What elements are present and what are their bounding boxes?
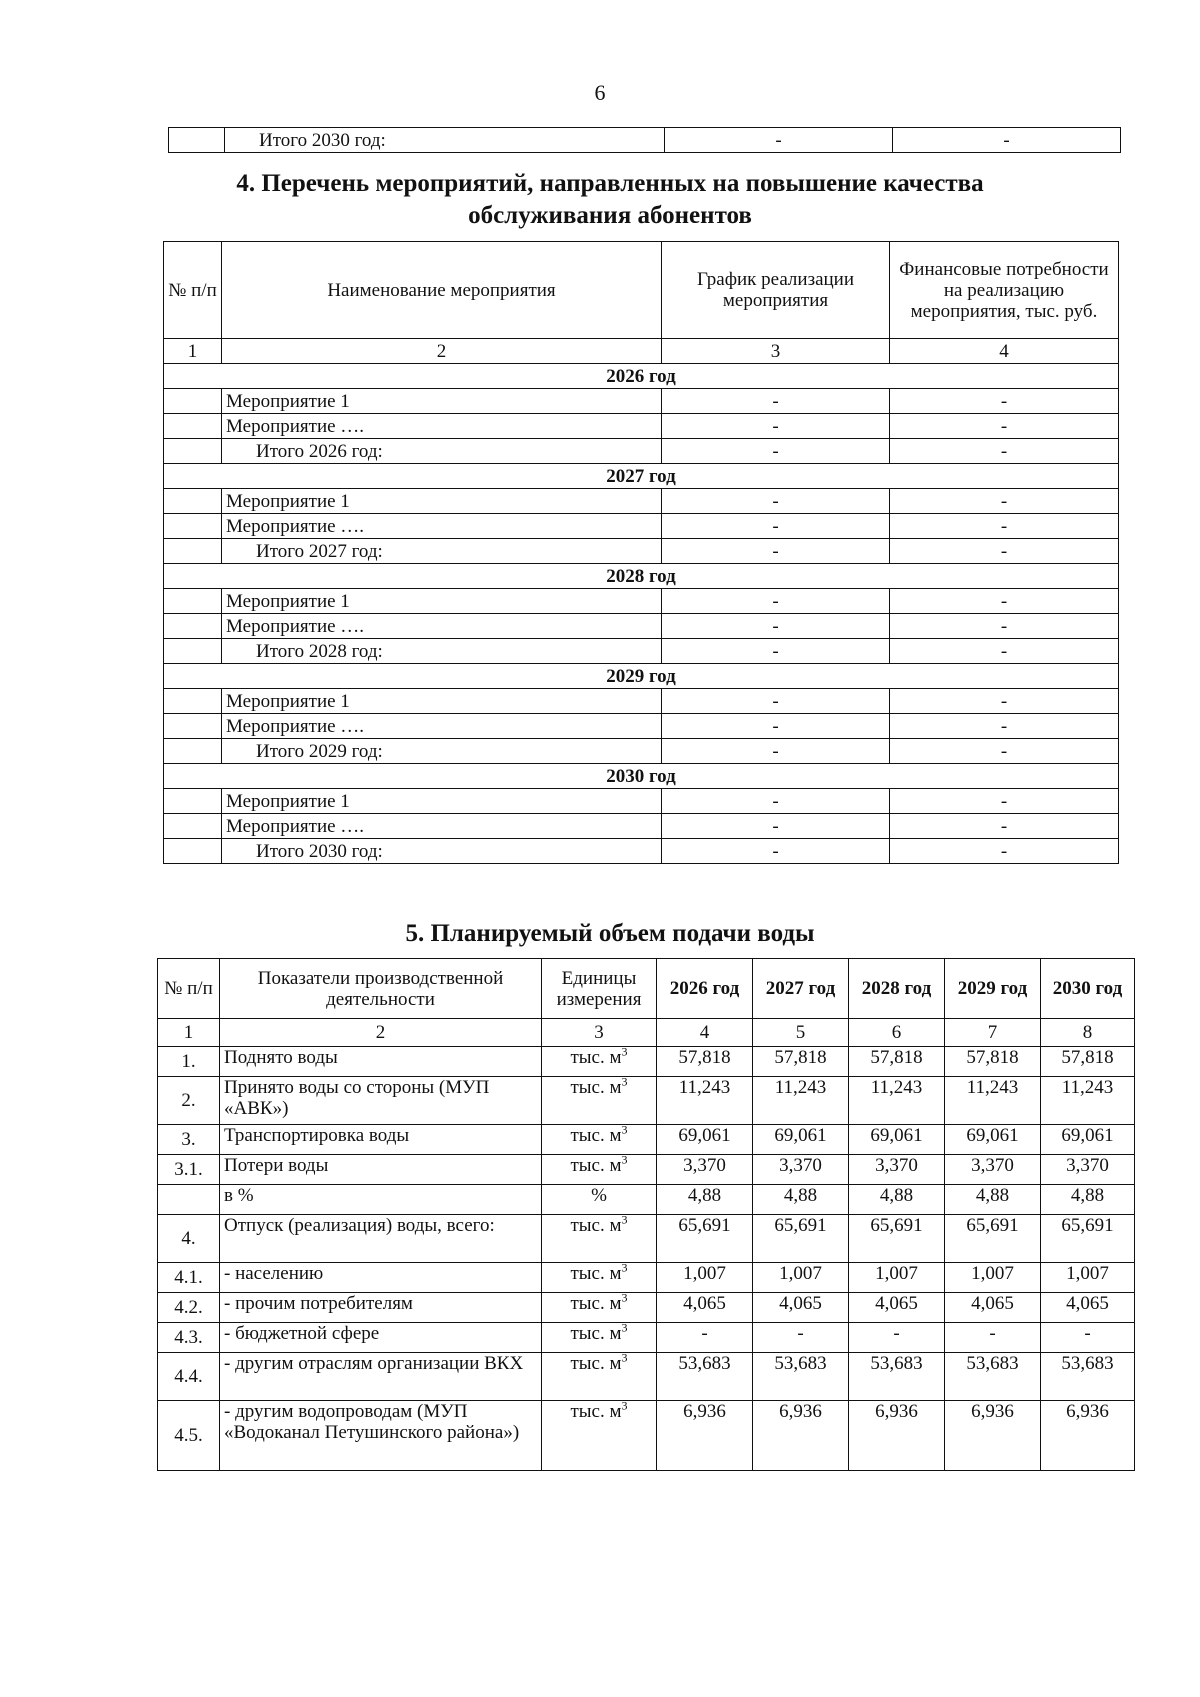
value-cell: 53,683	[753, 1353, 849, 1401]
value-cell: 3,370	[1041, 1155, 1135, 1185]
total-label: Итого 2030 год:	[225, 128, 665, 153]
unit-text: тыс. м	[570, 1125, 622, 1146]
col-number: 2	[222, 339, 662, 364]
year-label: 2027 год	[164, 464, 1119, 489]
value-cell: 6,936	[753, 1401, 849, 1471]
value-cell: 6,936	[1041, 1401, 1135, 1471]
unit-exponent: 3	[621, 1074, 628, 1089]
table-row	[158, 1185, 1135, 1215]
value-cell: 65,691	[1041, 1215, 1135, 1263]
finance-cell: -	[890, 389, 1119, 414]
table-row	[164, 489, 1119, 514]
schedule-cell: -	[662, 614, 890, 639]
total-label: Итого 2027 год:	[222, 539, 662, 564]
value-cell: 4,88	[1041, 1185, 1135, 1215]
schedule-cell: -	[662, 514, 890, 539]
table-row	[164, 689, 1119, 714]
table-row	[164, 839, 1119, 864]
header-year-2028: 2028 год	[849, 959, 945, 1019]
event-name: Мероприятие 1	[222, 489, 662, 514]
schedule-cell: -	[662, 689, 890, 714]
unit-text: тыс. м	[570, 1353, 622, 1374]
header-name: Наименование мероприятия	[222, 242, 662, 339]
value-cell: 1,007	[945, 1263, 1041, 1293]
row-number: 2.	[158, 1077, 220, 1125]
row-number: 4.1.	[158, 1263, 220, 1293]
table-row	[158, 1323, 1135, 1353]
indicator-name: Поднято воды	[220, 1047, 542, 1077]
year-group-row	[164, 764, 1119, 789]
unit-exponent: 3	[621, 1044, 628, 1059]
schedule-cell: -	[662, 489, 890, 514]
schedule-cell: -	[662, 839, 890, 864]
finance-cell: -	[890, 739, 1119, 764]
value-cell: 53,683	[945, 1353, 1041, 1401]
finance-cell: -	[893, 128, 1121, 153]
total-label: Итого 2029 год:	[222, 739, 662, 764]
unit-text: тыс. м	[570, 1263, 622, 1284]
num-cell	[164, 614, 222, 639]
unit-cell	[542, 1260, 657, 1293]
column-numbers-row	[164, 339, 1119, 364]
value-cell: 69,061	[945, 1125, 1041, 1155]
col-number: 1	[164, 339, 222, 364]
value-cell: 11,243	[945, 1077, 1041, 1125]
event-name: Мероприятие 1	[222, 789, 662, 814]
unit-cell	[542, 1074, 657, 1125]
table-row	[164, 639, 1119, 664]
value-cell: -	[753, 1323, 849, 1353]
section4-title-line2: обслуживания абонентов	[468, 202, 752, 229]
col-number: 3	[662, 339, 890, 364]
row-number: 4.3.	[158, 1323, 220, 1353]
col-number: 6	[849, 1019, 945, 1047]
year-group-row	[164, 664, 1119, 689]
value-cell: 1,007	[657, 1263, 753, 1293]
row-number: 4.5.	[158, 1401, 220, 1471]
num-cell	[164, 789, 222, 814]
num-cell	[164, 489, 222, 514]
value-cell: 69,061	[1041, 1125, 1135, 1155]
indicator-name: - другим отраслям организации ВКХ	[220, 1353, 542, 1401]
indicator-name: Отпуск (реализация) воды, всего:	[220, 1215, 542, 1263]
value-cell: 11,243	[849, 1077, 945, 1125]
finance-cell: -	[890, 689, 1119, 714]
table-row	[169, 128, 1121, 153]
table-row	[158, 1125, 1135, 1155]
unit-text: тыс. м	[570, 1077, 622, 1098]
unit-cell	[542, 1122, 657, 1155]
unit-exponent: 3	[621, 1122, 628, 1137]
finance-cell: -	[890, 589, 1119, 614]
header-num: № п/п	[164, 242, 222, 339]
year-label: 2028 год	[164, 564, 1119, 589]
num-cell	[164, 514, 222, 539]
num-cell	[164, 414, 222, 439]
indicator-name: - другим водопроводам (МУП «Водоканал Петушинского района»)	[220, 1401, 542, 1471]
unit-cell	[542, 1398, 657, 1471]
col-number: 4	[890, 339, 1119, 364]
value-cell: 53,683	[849, 1353, 945, 1401]
event-name: Мероприятие ….	[222, 414, 662, 439]
num-cell	[164, 539, 222, 564]
num-cell	[164, 689, 222, 714]
table-row	[164, 589, 1119, 614]
value-cell: 11,243	[753, 1077, 849, 1125]
schedule-cell: -	[662, 414, 890, 439]
table-row	[164, 514, 1119, 539]
value-cell: -	[849, 1323, 945, 1353]
schedule-cell: -	[662, 739, 890, 764]
value-cell: 4,88	[945, 1185, 1041, 1215]
value-cell: -	[657, 1323, 753, 1353]
unit-cell	[542, 1185, 657, 1215]
value-cell: 1,007	[753, 1263, 849, 1293]
total-label: Итого 2030 год:	[222, 839, 662, 864]
event-name: Мероприятие 1	[222, 589, 662, 614]
value-cell: 11,243	[657, 1077, 753, 1125]
unit-exponent: 3	[621, 1212, 628, 1227]
header-year-2027: 2027 год	[753, 959, 849, 1019]
header-unit: Единицы измерения	[542, 959, 657, 1019]
num-cell	[164, 814, 222, 839]
value-cell: 4,88	[753, 1185, 849, 1215]
table-row	[164, 814, 1119, 839]
header-indicator: Показатели производственной деятельности	[220, 959, 542, 1019]
total-label: Итого 2028 год:	[222, 639, 662, 664]
unit-exponent: 3	[621, 1260, 628, 1275]
col-number: 2	[220, 1019, 542, 1047]
schedule-cell: -	[662, 539, 890, 564]
num-cell	[164, 739, 222, 764]
row-number: 3.	[158, 1125, 220, 1155]
schedule-cell: -	[662, 439, 890, 464]
page-number: 6	[594, 80, 606, 105]
unit-cell	[542, 1212, 657, 1263]
value-cell: 3,370	[849, 1155, 945, 1185]
indicator-name: Потери воды	[220, 1155, 542, 1185]
table-row	[164, 439, 1119, 464]
value-cell: 6,936	[945, 1401, 1041, 1471]
value-cell: 4,88	[849, 1185, 945, 1215]
column-numbers-row	[158, 1019, 1135, 1047]
num-cell	[164, 389, 222, 414]
schedule-cell: -	[665, 128, 893, 153]
year-label: 2026 год	[164, 364, 1119, 389]
water-table-body	[158, 959, 1135, 1471]
event-name: Мероприятие ….	[222, 514, 662, 539]
unit-text: тыс. м	[570, 1401, 622, 1422]
table-row	[158, 1293, 1135, 1323]
schedule-cell: -	[662, 714, 890, 739]
unit-text: тыс. м	[570, 1293, 622, 1314]
unit-text: тыс. м	[570, 1215, 622, 1236]
unit-exponent: 3	[621, 1398, 628, 1413]
finance-cell: -	[890, 789, 1119, 814]
value-cell: -	[1041, 1323, 1135, 1353]
value-cell: 65,691	[753, 1215, 849, 1263]
table-row	[158, 1077, 1135, 1125]
row-number: 3.1.	[158, 1155, 220, 1185]
value-cell: 4,065	[657, 1293, 753, 1323]
section5-title: 5. Планируемый объем подачи воды	[405, 920, 815, 947]
value-cell: 57,818	[849, 1047, 945, 1077]
value-cell: 53,683	[1041, 1353, 1135, 1401]
col-number: 1	[158, 1019, 220, 1047]
value-cell: 65,691	[945, 1215, 1041, 1263]
row-number: 4.4.	[158, 1353, 220, 1401]
col-number: 8	[1041, 1019, 1135, 1047]
year-label: 2029 год	[164, 664, 1119, 689]
header-finance: Финансовые потребности на реализацию мероприятия, тыс. руб.	[890, 242, 1119, 339]
table-row	[164, 714, 1119, 739]
finance-cell: -	[890, 489, 1119, 514]
previous-table-total-row	[168, 127, 1121, 153]
events-table-body	[164, 242, 1119, 864]
value-cell: 6,936	[849, 1401, 945, 1471]
year-group-row	[164, 364, 1119, 389]
value-cell: 1,007	[1041, 1263, 1135, 1293]
schedule-cell: -	[662, 589, 890, 614]
finance-cell: -	[890, 639, 1119, 664]
finance-cell: -	[890, 614, 1119, 639]
num-cell	[164, 714, 222, 739]
event-name: Мероприятие ….	[222, 814, 662, 839]
finance-cell: -	[890, 439, 1119, 464]
event-name: Мероприятие ….	[222, 614, 662, 639]
value-cell: -	[945, 1323, 1041, 1353]
table-row	[164, 414, 1119, 439]
value-cell: 69,061	[849, 1125, 945, 1155]
unit-cell	[542, 1320, 657, 1353]
indicator-name: - бюджетной сфере	[220, 1323, 542, 1353]
total-label: Итого 2026 год:	[222, 439, 662, 464]
value-cell: 6,936	[657, 1401, 753, 1471]
num-cell	[164, 439, 222, 464]
table-row	[158, 1353, 1135, 1401]
header-num: № п/п	[158, 959, 220, 1019]
table-row	[164, 614, 1119, 639]
value-cell: 65,691	[849, 1215, 945, 1263]
events-table	[163, 241, 1119, 864]
unit-text: %	[591, 1185, 607, 1206]
table-row	[158, 1047, 1135, 1077]
value-cell: 57,818	[945, 1047, 1041, 1077]
unit-exponent: 3	[621, 1152, 628, 1167]
value-cell: 57,818	[753, 1047, 849, 1077]
table-row	[164, 389, 1119, 414]
unit-text: тыс. м	[570, 1047, 622, 1068]
value-cell: 69,061	[657, 1125, 753, 1155]
header-schedule: График реализации мероприятия	[662, 242, 890, 339]
value-cell: 65,691	[657, 1215, 753, 1263]
unit-cell	[542, 1152, 657, 1185]
row-number: 1.	[158, 1047, 220, 1077]
unit-cell	[542, 1044, 657, 1077]
event-name: Мероприятие 1	[222, 389, 662, 414]
value-cell: 3,370	[657, 1155, 753, 1185]
value-cell: 3,370	[945, 1155, 1041, 1185]
value-cell: 4,065	[945, 1293, 1041, 1323]
section4-title-line1: 4. Перечень мероприятий, направленных на повышение качества	[236, 170, 984, 197]
unit-exponent: 3	[621, 1350, 628, 1365]
row-number: 4.2.	[158, 1293, 220, 1323]
table-row	[158, 1401, 1135, 1471]
value-cell: 4,065	[1041, 1293, 1135, 1323]
water-supply-table	[157, 958, 1135, 1471]
header-year-2030: 2030 год	[1041, 959, 1135, 1019]
finance-cell: -	[890, 839, 1119, 864]
value-cell: 4,065	[849, 1293, 945, 1323]
indicator-name: Принято воды со стороны (МУП «АВК»)	[220, 1077, 542, 1125]
col-number: 7	[945, 1019, 1041, 1047]
indicator-name: - прочим потребителям	[220, 1293, 542, 1323]
finance-cell: -	[890, 714, 1119, 739]
header-row	[164, 242, 1119, 339]
value-cell: 1,007	[849, 1263, 945, 1293]
value-cell: 3,370	[753, 1155, 849, 1185]
unit-exponent: 3	[621, 1320, 628, 1335]
row-number: 4.	[158, 1215, 220, 1263]
indicator-name: Транспортировка воды	[220, 1125, 542, 1155]
schedule-cell: -	[662, 814, 890, 839]
year-label: 2030 год	[164, 764, 1119, 789]
value-cell: 57,818	[657, 1047, 753, 1077]
num-cell	[164, 589, 222, 614]
value-cell: 4,88	[657, 1185, 753, 1215]
section4-title	[160, 168, 1060, 232]
table-row	[158, 1155, 1135, 1185]
finance-cell: -	[890, 814, 1119, 839]
unit-cell	[542, 1350, 657, 1401]
table-row	[164, 539, 1119, 564]
event-name: Мероприятие 1	[222, 689, 662, 714]
num-cell	[169, 128, 225, 153]
finance-cell: -	[890, 539, 1119, 564]
table-row	[158, 1263, 1135, 1293]
schedule-cell: -	[662, 789, 890, 814]
value-cell: 11,243	[1041, 1077, 1135, 1125]
col-number: 4	[657, 1019, 753, 1047]
header-year-2029: 2029 год	[945, 959, 1041, 1019]
indicator-name: в %	[220, 1185, 542, 1215]
unit-exponent: 3	[621, 1290, 628, 1305]
value-cell: 53,683	[657, 1353, 753, 1401]
event-name: Мероприятие ….	[222, 714, 662, 739]
schedule-cell: -	[662, 639, 890, 664]
unit-text: тыс. м	[570, 1323, 622, 1344]
value-cell: 57,818	[1041, 1047, 1135, 1077]
indicator-name: - населению	[220, 1263, 542, 1293]
row-number	[158, 1185, 220, 1215]
col-number: 3	[542, 1019, 657, 1047]
num-cell	[164, 839, 222, 864]
unit-cell	[542, 1290, 657, 1323]
schedule-cell: -	[662, 389, 890, 414]
table-row	[164, 739, 1119, 764]
table-row	[158, 1215, 1135, 1263]
header-row	[158, 959, 1135, 1019]
year-group-row	[164, 464, 1119, 489]
unit-text: тыс. м	[570, 1155, 622, 1176]
num-cell	[164, 639, 222, 664]
year-group-row	[164, 564, 1119, 589]
value-cell: 69,061	[753, 1125, 849, 1155]
value-cell: 4,065	[753, 1293, 849, 1323]
table-row	[164, 789, 1119, 814]
finance-cell: -	[890, 514, 1119, 539]
finance-cell: -	[890, 414, 1119, 439]
col-number: 5	[753, 1019, 849, 1047]
header-year-2026: 2026 год	[657, 959, 753, 1019]
